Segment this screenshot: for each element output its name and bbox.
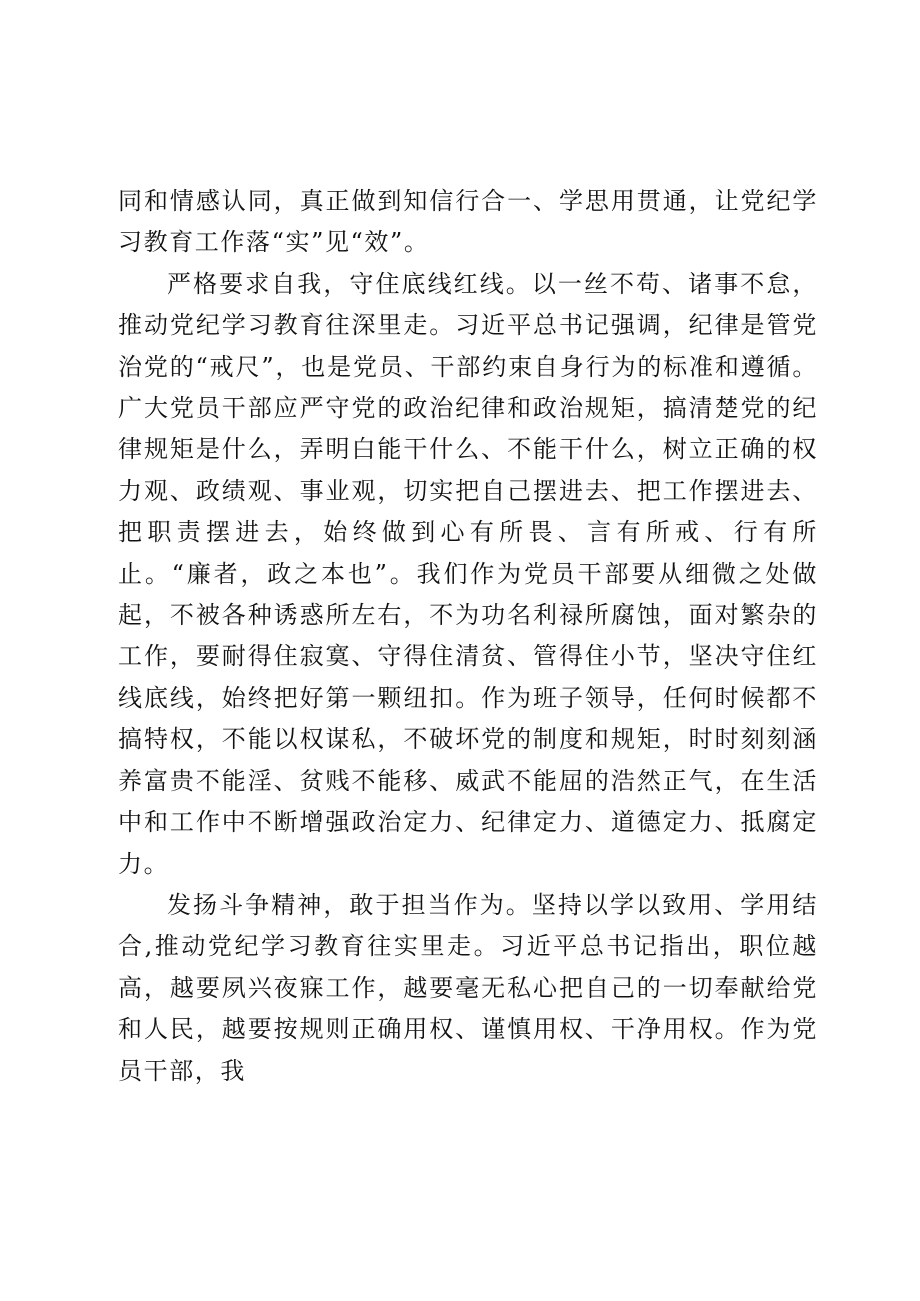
- paragraph-continuation: 同和情感认同，真正做到知信行合一、学思用贯通，让党纪学习教育工作落“实”见“效”。: [118, 187, 818, 257]
- document-body: [118, 181, 818, 1092]
- paragraph-responsibility: 发扬斗争精神，敢于担当作为。坚持以学以致用、学用结合,推动党纪学习教育往实里走。习近平总书记指出，职位越高，越要夙兴夜寐工作，越要毫无私心把自己的一切奉献给党和人民，越要按规则正确用权、谨慎用权、干净用权。作为党员干部，我: [118, 890, 818, 1085]
- paragraph-self-discipline: 严格要求自我，守住底线红线。以一丝不苟、诸事不怠，推动党纪学习教育往深里走。习近平总书记强调，纪律是管党治党的“戒尺”，也是党员、干部约束自身行为的标准和遵循。广大党员干部应严守党的政治纪律和政治规矩，搞清楚党的纪律规矩是什么，弄明白能干什么、不能干什么，树立正确的权力观、政绩观、事业观，切实把自己摆进去、把工作摆进去、把职责摆进去，始终做到心有所畏、言有所戒、行有所止。“廉者，政之本也”。我们作为党员干部要从细微之处做起，不被各种诱惑所左右，不为功名利禄所腐蚀，面对繁杂的工作，要耐得住寂寞、守得住清贫、管得住小节，坚决守住红线底线，始终把好第一颗纽扣。作为班子领导，任何时候都不搞特权，不能以权谋私，不破坏党的制度和规矩，时时刻刻涵养富贵不能淫、贫贱不能移、威武不能屈的浩然正气，在生活中和工作中不断增强政治定力、纪律定力、道德定力、抵腐定力。: [118, 269, 818, 878]
